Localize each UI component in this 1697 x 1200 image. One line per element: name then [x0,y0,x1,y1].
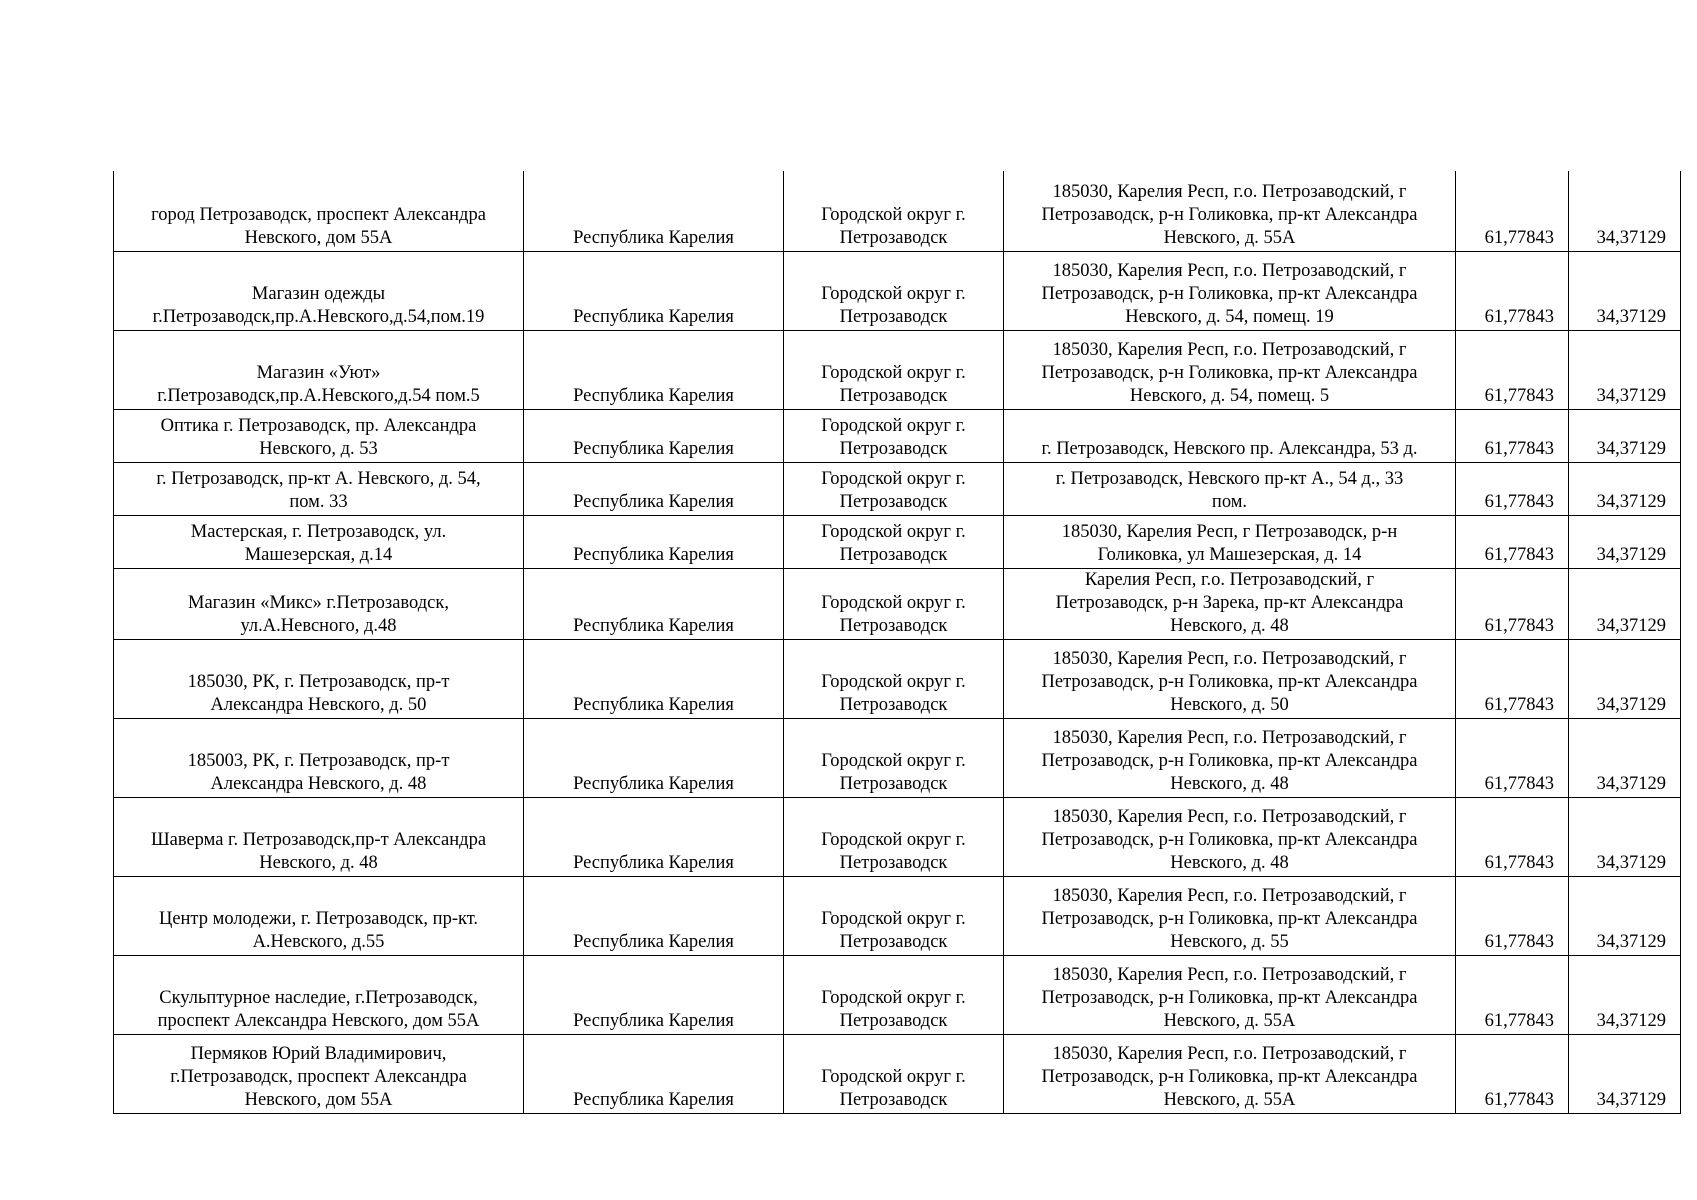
table-body [114,171,1681,1113]
address-cell: 185030, Карелия Респ, г.о. Петрозаводский, г Петрозаводск, р-н Голиковка, пр-кт Александра Невского, д. 55А [1004,955,1456,1034]
longitude-cell: 34,37129 [1569,462,1681,515]
name-cell: Скульптурное наследие, г.Петрозаводск, проспект Александра Невского, дом 55А [114,955,524,1034]
address-cell: 185030, Карелия Респ, г.о. Петрозаводский, г Петрозаводск, р-н Голиковка, пр-кт Александра Невского, д. 55А [1004,171,1456,251]
latitude-cell: 61,77843 [1456,718,1569,797]
longitude-cell: 34,37129 [1569,171,1681,251]
longitude-cell: 34,37129 [1569,955,1681,1034]
district-cell: Городской округ г. Петрозаводск [784,639,1004,718]
district-cell: Городской округ г. Петрозаводск [784,568,1004,639]
district-cell: Городской округ г. Петрозаводск [784,718,1004,797]
address-cell: 185030, Карелия Респ, г Петрозаводск, р-н Голиковка, ул Машезерская, д. 14 [1004,515,1456,568]
longitude-cell: 34,37129 [1569,568,1681,639]
district-cell: Городской округ г. Петрозаводск [784,462,1004,515]
table-row [114,955,1681,1034]
name-cell: Мастерская, г. Петрозаводск, ул. Машезерская, д.14 [114,515,524,568]
longitude-cell: 34,37129 [1569,876,1681,955]
district-cell: Городской округ г. Петрозаводск [784,797,1004,876]
address-cell: 185030, Карелия Респ, г.о. Петрозаводский, г Петрозаводск, р-н Голиковка, пр-кт Александра Невского, д. 54, помещ. 5 [1004,330,1456,409]
region-cell: Республика Карелия [524,876,784,955]
name-cell: Магазин «Микс» г.Петрозаводск, ул.А.Невсного, д.48 [114,568,524,639]
latitude-cell: 61,77843 [1456,171,1569,251]
region-cell: Республика Карелия [524,330,784,409]
name-cell: Центр молодежи, г. Петрозаводск, пр-кт. А.Невского, д.55 [114,876,524,955]
longitude-cell: 34,37129 [1569,639,1681,718]
table-row [114,1034,1681,1113]
latitude-cell: 61,77843 [1456,955,1569,1034]
name-cell: 185003, РК, г. Петрозаводск, пр-т Александра Невского, д. 48 [114,718,524,797]
district-cell: Городской округ г. Петрозаводск [784,876,1004,955]
latitude-cell: 61,77843 [1456,409,1569,462]
longitude-cell: 34,37129 [1569,718,1681,797]
latitude-cell: 61,77843 [1456,797,1569,876]
name-cell: Магазин одежды г.Петрозаводск,пр.А.Невского,д.54,пом.19 [114,251,524,330]
latitude-cell: 61,77843 [1456,462,1569,515]
longitude-cell: 34,37129 [1569,330,1681,409]
latitude-cell: 61,77843 [1456,876,1569,955]
address-cell: 185030, Карелия Респ, г.о. Петрозаводский, г Петрозаводск, р-н Голиковка, пр-кт Александра Невского, д. 50 [1004,639,1456,718]
address-cell: 185030, Карелия Респ, г.о. Петрозаводский, г Петрозаводск, р-н Голиковка, пр-кт Александра Невского, д. 48 [1004,718,1456,797]
latitude-cell: 61,77843 [1456,330,1569,409]
address-cell: 185030, Карелия Респ, г.о. Петрозаводский, г Петрозаводск, р-н Голиковка, пр-кт Александра Невского, д. 55А [1004,1034,1456,1113]
name-cell: Магазин «Уют» г.Петрозаводск,пр.А.Невского,д.54 пом.5 [114,330,524,409]
data-table [113,171,1681,1114]
region-cell: Республика Карелия [524,462,784,515]
table-row [114,639,1681,718]
district-cell: Городской округ г. Петрозаводск [784,171,1004,251]
name-cell: 185030, РК, г. Петрозаводск, пр-т Александра Невского, д. 50 [114,639,524,718]
latitude-cell: 61,77843 [1456,515,1569,568]
region-cell: Республика Карелия [524,718,784,797]
region-cell: Республика Карелия [524,639,784,718]
district-cell: Городской округ г. Петрозаводск [784,330,1004,409]
table-row [114,797,1681,876]
district-cell: Городской округ г. Петрозаводск [784,409,1004,462]
longitude-cell: 34,37129 [1569,251,1681,330]
table-row [114,409,1681,462]
name-cell: город Петрозаводск, проспект Александра Невского, дом 55А [114,171,524,251]
region-cell: Республика Карелия [524,251,784,330]
table-row [114,568,1681,639]
name-cell: Шаверма г. Петрозаводск,пр-т Александра Невского, д. 48 [114,797,524,876]
address-cell: г. Петрозаводск, Невского пр. Александра, 53 д. [1004,409,1456,462]
longitude-cell: 34,37129 [1569,797,1681,876]
latitude-cell: 61,77843 [1456,639,1569,718]
region-cell: Республика Карелия [524,1034,784,1113]
address-cell: г. Петрозаводск, Невского пр-кт А., 54 д., 33 пом. [1004,462,1456,515]
name-cell: Оптика г. Петрозаводск, пр. Александра Невского, д. 53 [114,409,524,462]
table-row [114,171,1681,251]
region-cell: Республика Карелия [524,515,784,568]
table-row [114,251,1681,330]
table-row [114,718,1681,797]
region-cell: Республика Карелия [524,409,784,462]
name-cell: Пермяков Юрий Владимирович, г.Петрозаводск, проспект Александра Невского, дом 55А [114,1034,524,1113]
address-cell: 185030, Карелия Респ, г.о. Петрозаводский, г Петрозаводск, р-н Голиковка, пр-кт Александра Невского, д. 55 [1004,876,1456,955]
region-cell: Республика Карелия [524,568,784,639]
address-cell: 185030, Карелия Респ, г.о. Петрозаводский, г Петрозаводск, р-н Голиковка, пр-кт Александра Невского, д. 54, помещ. 19 [1004,251,1456,330]
address-cell: 185030, Карелия Респ, г.о. Петрозаводский, г Петрозаводск, р-н Голиковка, пр-кт Александра Невского, д. 48 [1004,797,1456,876]
name-cell: г. Петрозаводск, пр-кт А. Невского, д. 54, пом. 33 [114,462,524,515]
longitude-cell: 34,37129 [1569,515,1681,568]
latitude-cell: 61,77843 [1456,1034,1569,1113]
district-cell: Городской округ г. Петрозаводск [784,515,1004,568]
table-row [114,462,1681,515]
longitude-cell: 34,37129 [1569,409,1681,462]
address-cell: Карелия Респ, г.о. Петрозаводский, г Петрозаводск, р-н Зарека, пр-кт Александра Невского, д. 48 [1004,568,1456,639]
region-cell: Республика Карелия [524,171,784,251]
region-cell: Республика Карелия [524,955,784,1034]
district-cell: Городской округ г. Петрозаводск [784,251,1004,330]
district-cell: Городской округ г. Петрозаводск [784,955,1004,1034]
district-cell: Городской округ г. Петрозаводск [784,1034,1004,1113]
latitude-cell: 61,77843 [1456,251,1569,330]
table-row [114,330,1681,409]
table-row [114,515,1681,568]
region-cell: Республика Карелия [524,797,784,876]
latitude-cell: 61,77843 [1456,568,1569,639]
table-row [114,876,1681,955]
longitude-cell: 34,37129 [1569,1034,1681,1113]
